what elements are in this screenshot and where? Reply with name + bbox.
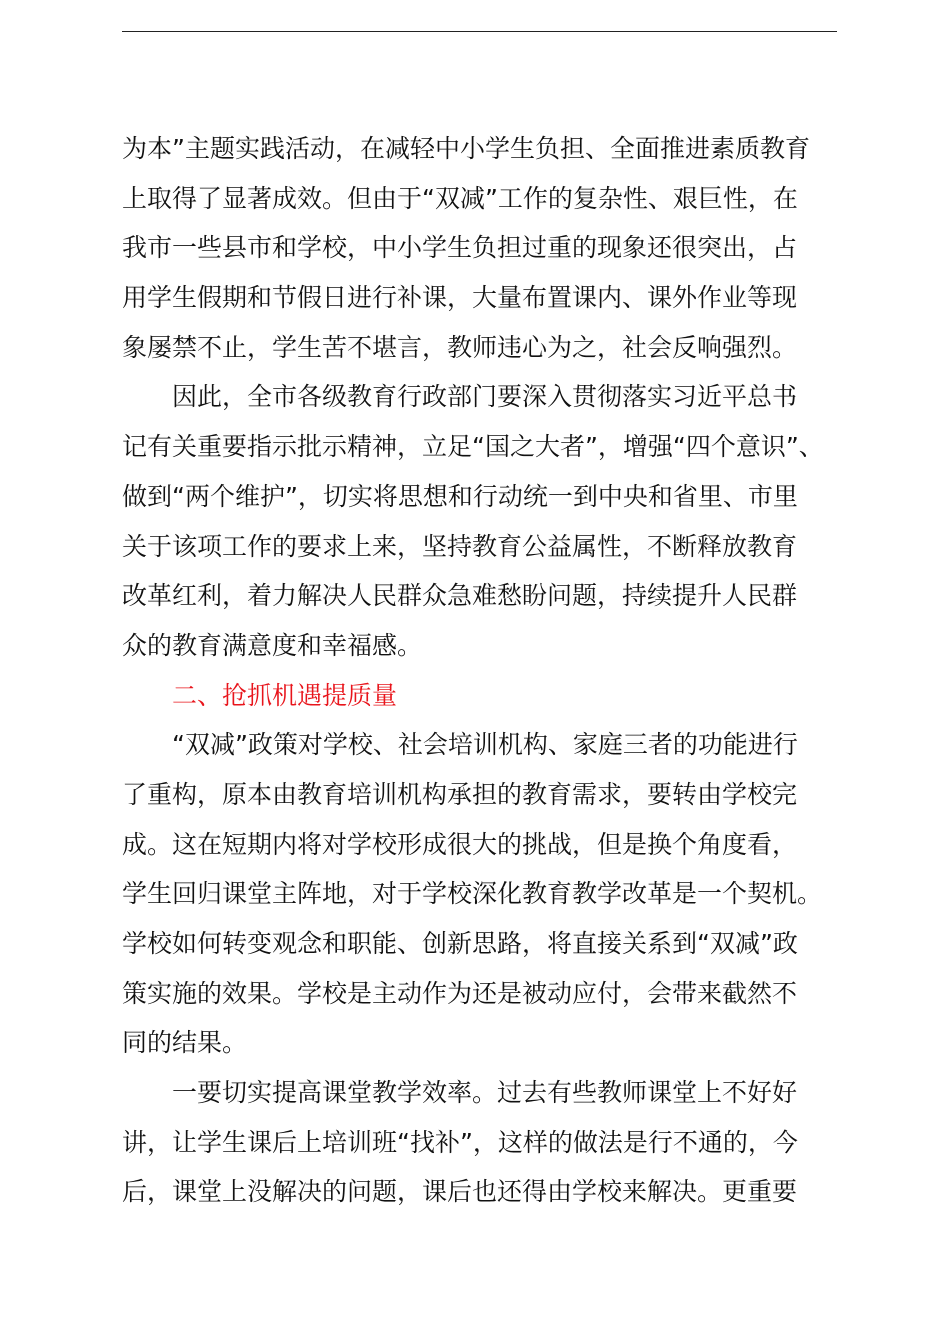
text-line: 我市一些县市和学校，中小学生负担过重的现象还很突出，占: [122, 233, 798, 263]
text-line: 众的教育满意度和幸福感。: [122, 630, 423, 660]
document-body: [122, 124, 838, 1217]
text-line: 因此，全市各级教育行政部门要深入贯彻落实习近平总书: [172, 382, 798, 412]
text-line: 了重构，原本由教育培训机构承担的教育需求，要转由学校完: [122, 779, 798, 809]
section-heading: 二、抢抓机遇提质量: [172, 680, 398, 710]
text-line: 一要切实提高课堂教学效率。过去有些教师课堂上不好好: [172, 1078, 798, 1108]
text-line: 关于该项工作的要求上来，坚持教育公益属性，不断释放教育: [122, 531, 798, 561]
text-line: 学生回归课堂主阵地，对于学校深化教育教学改革是一个契机。: [122, 879, 823, 909]
header-rule: [122, 31, 837, 32]
text-line: 改革红利，着力解决人民群众急难愁盼问题，持续提升人民群: [122, 581, 798, 611]
text-line: 象屡禁不止，学生苦不堪言，教师违心为之，社会反响强烈。: [122, 332, 798, 362]
text-line: 成。这在短期内将对学校形成很大的挑战，但是换个角度看，: [122, 829, 798, 859]
text-line: 上取得了显著成效。但由于“双减”工作的复杂性、艰巨性，在: [122, 183, 798, 213]
text-line: 学校如何转变观念和职能、创新思路，将直接关系到“双减”政: [122, 929, 798, 958]
text-line: 讲，让学生课后上培训班“找补”，这样的做法是行不通的，今: [122, 1127, 798, 1157]
text-line: 后，课堂上没解决的问题，课后也还得由学校来解决。更重要: [122, 1177, 798, 1207]
text-line: 做到“两个维护”，切实将思想和行动统一到中央和省里、市里: [122, 481, 798, 511]
text-line: “双减”政策对学校、社会培训机构、家庭三者的功能进行: [172, 730, 798, 760]
text-line: 同的结果。: [122, 1028, 248, 1058]
text-line: 记有关重要指示批示精神，立足“国之大者”，增强“四个意识”、: [122, 432, 824, 462]
text-line: 策实施的效果。学校是主动作为还是被动应付，会带来截然不: [122, 978, 798, 1008]
text-line: 用学生假期和节假日进行补课，大量布置课内、课外作业等现: [122, 283, 798, 313]
text-line: 为本”主题实践活动，在减轻中小学生负担、全面推进素质教育: [122, 134, 810, 163]
